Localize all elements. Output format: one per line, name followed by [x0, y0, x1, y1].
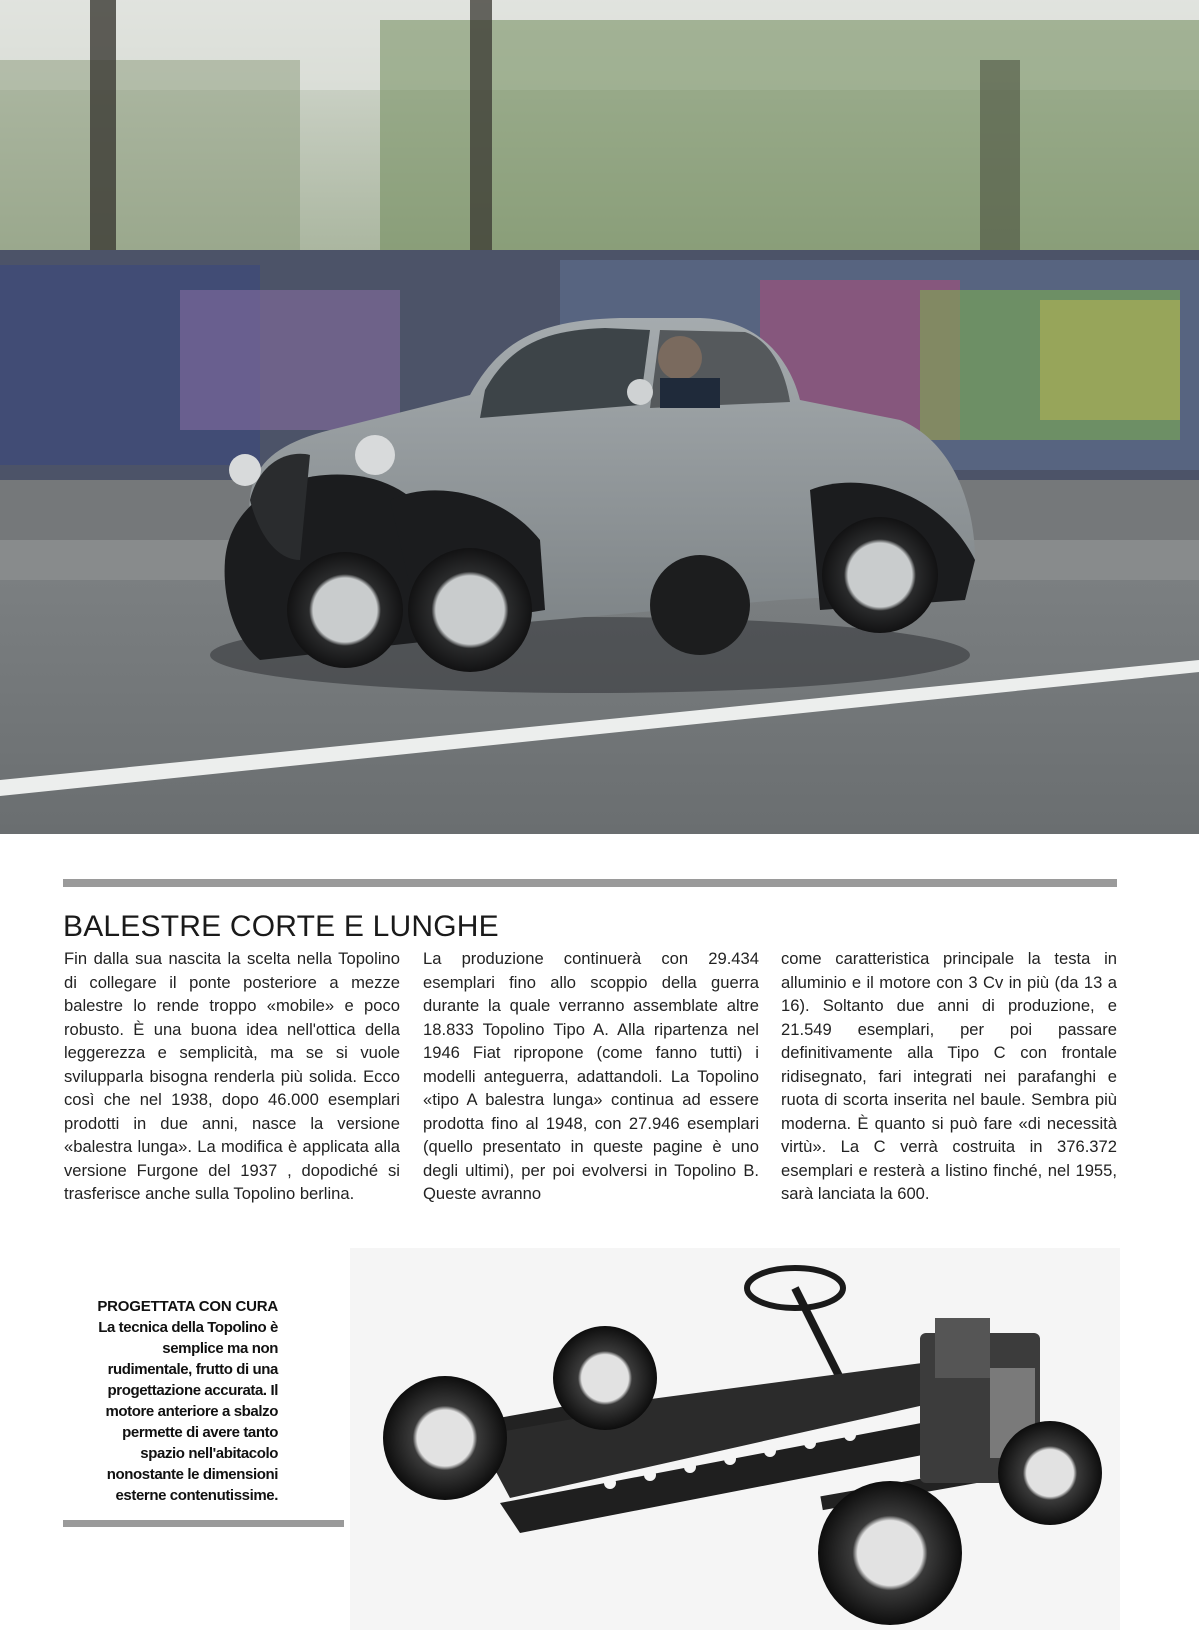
article-column-3: come caratteristica principale la testa in alluminio e il motore con 3 Cv in più (da 13 a 16). Soltanto due anni di produzione, e 21.549 esemplari, per poi passare definitivamente alla Tipo C con frontale ridisegnato, fari integrati nei parafanghi e ruota di scorta inserita nel baule. Sembra più moderna. È quanto si può fare «di necessità virtù». La C verrà costruita in 376.372 esemplari e resterà a listino finché, nel 1955, sarà lanciata la 600. [781, 949, 1117, 1203]
caption-divider [63, 1520, 344, 1527]
section-divider [63, 879, 1117, 887]
section-heading: BALESTRE CORTE E LUNGHE [63, 910, 499, 943]
chassis-illustration [350, 1248, 1120, 1630]
article-column-2: La produzione continuerà con 29.434 esemplari fino allo scoppio della guerra durante la quale verranno assemblate altre 18.833 Topolino Tipo A. Alla ripartenza nel 1946 Fiat ripropone (come fanno tutti) i modelli anteguerra, adattandoli. La Topolino «tipo A balestra lunga» continua ad essere prodotta fino al 1948, con 27.946 esemplari (quello presentato in queste pagine è uno degli ultimi), per poi evolversi in Topolino B. Queste avranno [423, 949, 759, 1203]
caption-title: PROGETTATA CON CURA [97, 1298, 278, 1315]
caption-text: La tecnica della Topolino è semplice ma non rudimentale, frutto di una progettazione accurata. Il motore anteriore a sbalzo permette di avere tanto spazio nell'abitacolo nonostante le dimensioni esterne contenutissime. [98, 1319, 278, 1504]
chassis-photo [350, 1248, 1120, 1630]
article-column-1: Fin dalla sua nascita la scelta nella Topolino di collegare il ponte posteriore a mezze balestre lo rende troppo «mobile» e poco robusto. È una buona idea nell'ottica della leggerezza e semplicità, ma se si vuole svilupparla bisogna renderla più solida. Ecco così che nel 1938, dopo 46.000 esemplari prodotti in due anni, nasce la versione «balestra lunga». La modifica è applicata alla versione Furgone del 1937 , dopodiché si trasferisce anche sulla Topolino berlina. [64, 949, 400, 1203]
photo-caption [80, 1296, 278, 1506]
